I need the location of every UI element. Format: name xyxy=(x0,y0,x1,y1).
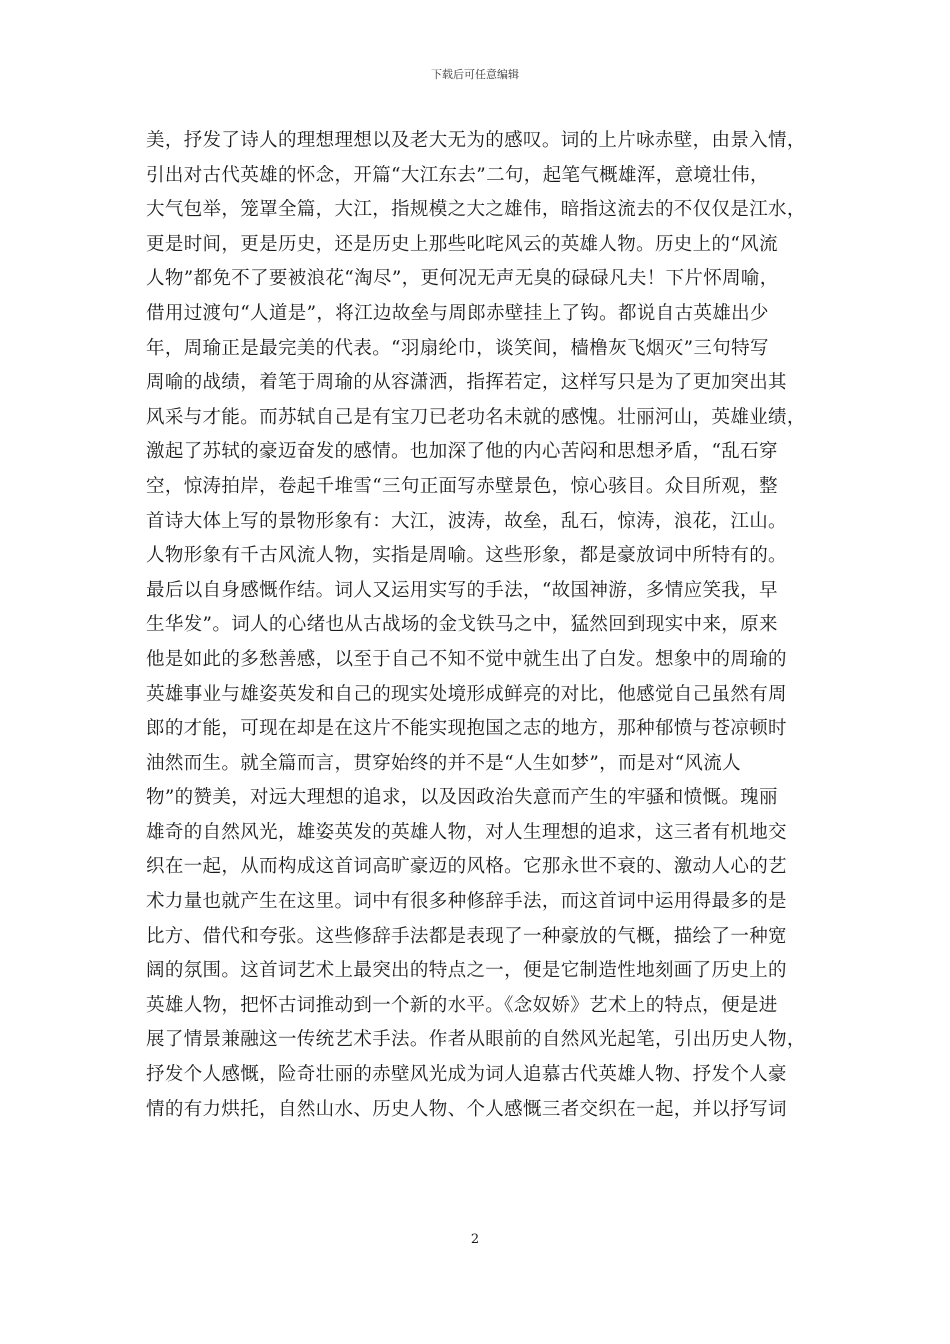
page-number: 2 xyxy=(470,1232,480,1247)
text-line: 展了情景兼融这一传统艺术手法。作者从眼前的自然风光起笔，引出历史人物， xyxy=(146,1029,806,1051)
text-line: 织在一起，从而构成这首词高旷豪迈的风格。它那永世不衰的、激动人心的艺 xyxy=(146,856,787,878)
text-line: 年，周瑜正是最完美的代表。“羽扇纶巾，谈笑间，樯橹灰飞烟灭”三句特写 xyxy=(146,337,769,359)
text-line: 首诗大体上写的景物形象有：大江，波涛，故垒，乱石，惊涛，浪花，江山。 xyxy=(146,510,787,532)
text-line: 人物”都免不了要被浪花“淘尽”，更何况无声无臭的碌碌凡夫！下片怀周喻， xyxy=(146,268,779,290)
text-line: 他是如此的多愁善感，以至于自己不知不觉中就生出了白发。想象中的周瑜的 xyxy=(146,648,787,670)
document-body xyxy=(146,124,806,1127)
text-line: 空，惊涛拍岸，卷起千堆雪“三句正面写赤壁景色，惊心骇目。众目所观，整 xyxy=(146,475,778,497)
text-line: 英雄人物，把怀古词推动到一个新的水平。《念奴娇》艺术上的特点，便是进 xyxy=(146,994,778,1016)
text-line: 美，抒发了诗人的理想理想以及老大无为的感叹。词的上片咏赤壁，由景入情， xyxy=(146,130,806,151)
text-line: 油然而生。就全篇而言，贯穿始终的并不是“人生如梦”，而是对“风流人 xyxy=(146,752,741,774)
text-line: 大气包举，笼罩全篇，大江，指规模之大之雄伟，暗指这流去的不仅仅是江水， xyxy=(146,199,806,221)
text-line: 最后以自身感慨作结。词人又运用实写的手法，“故国神游，多情应笑我，早 xyxy=(146,579,778,601)
text-line: 比方、借代和夸张。这些修辞手法都是表现了一种豪放的气概，描绘了一种宽 xyxy=(146,925,787,947)
text-line: 术力量也就产生在这里。词中有很多种修辞手法，而这首词中运用得最多的是 xyxy=(146,891,787,913)
text-line: 物”的赞美，对远大理想的追求，以及因政治失意而产生的牢骚和愤慨。瑰丽 xyxy=(146,787,778,809)
text-line: 英雄事业与雄姿英发和自己的现实处境形成鲜亮的对比，他感觉自己虽然有周 xyxy=(146,683,787,705)
text-line: 阔的氛围。这首词艺术上最突出的特点之一，便是它制造性地刻画了历史上的 xyxy=(146,960,787,982)
text-line: 风采与才能。而苏轼自己是有宝刀已老功名未就的感愧。壮丽河山，英雄业绩， xyxy=(146,406,806,428)
page-header: 下载后可任意编辑 xyxy=(431,68,519,81)
text-line: 郎的才能，可现在却是在这片不能实现抱国之志的地方，那种郁愤与苍凉顿时 xyxy=(146,718,787,740)
text-line: 人物形象有千古风流人物，实指是周喻。这些形象，都是豪放词中所特有的。 xyxy=(146,545,787,567)
text-line: 情的有力烘托，自然山水、历史人物、个人感慨三者交织在一起，并以抒写词 xyxy=(146,1098,787,1120)
text-line: 生华发”。词人的心绪也从古战场的金戈铁马之中，猛然回到现实中来，原来 xyxy=(146,614,778,636)
text-line: 周喻的战绩，着笔于周瑜的从容潇洒，指挥若定，这样写只是为了更加突出其 xyxy=(146,372,787,394)
text-line: 抒发个人感慨，险奇壮丽的赤壁风光成为词人追慕古代英雄人物、抒发个人豪 xyxy=(146,1064,787,1086)
text-line: 雄奇的自然风光，雄姿英发的英雄人物，对人生理想的追求，这三者有机地交 xyxy=(146,821,787,843)
text-line: 更是时间，更是历史，还是历史上那些叱咤风云的英雄人物。历史上的“风流 xyxy=(146,233,778,255)
text-line: 引出对古代英雄的怀念，开篇“大江东去”二句，起笔气概雄浑，意境壮伟， xyxy=(146,164,769,186)
text-line: 借用过渡句“人道是”，将江边故垒与周郎赤壁挂上了钩。都说自古英雄出少 xyxy=(146,302,769,324)
text-line: 激起了苏轼的豪迈奋发的感情。也加深了他的内心苦闷和思想矛盾，“乱石穿 xyxy=(146,441,778,463)
